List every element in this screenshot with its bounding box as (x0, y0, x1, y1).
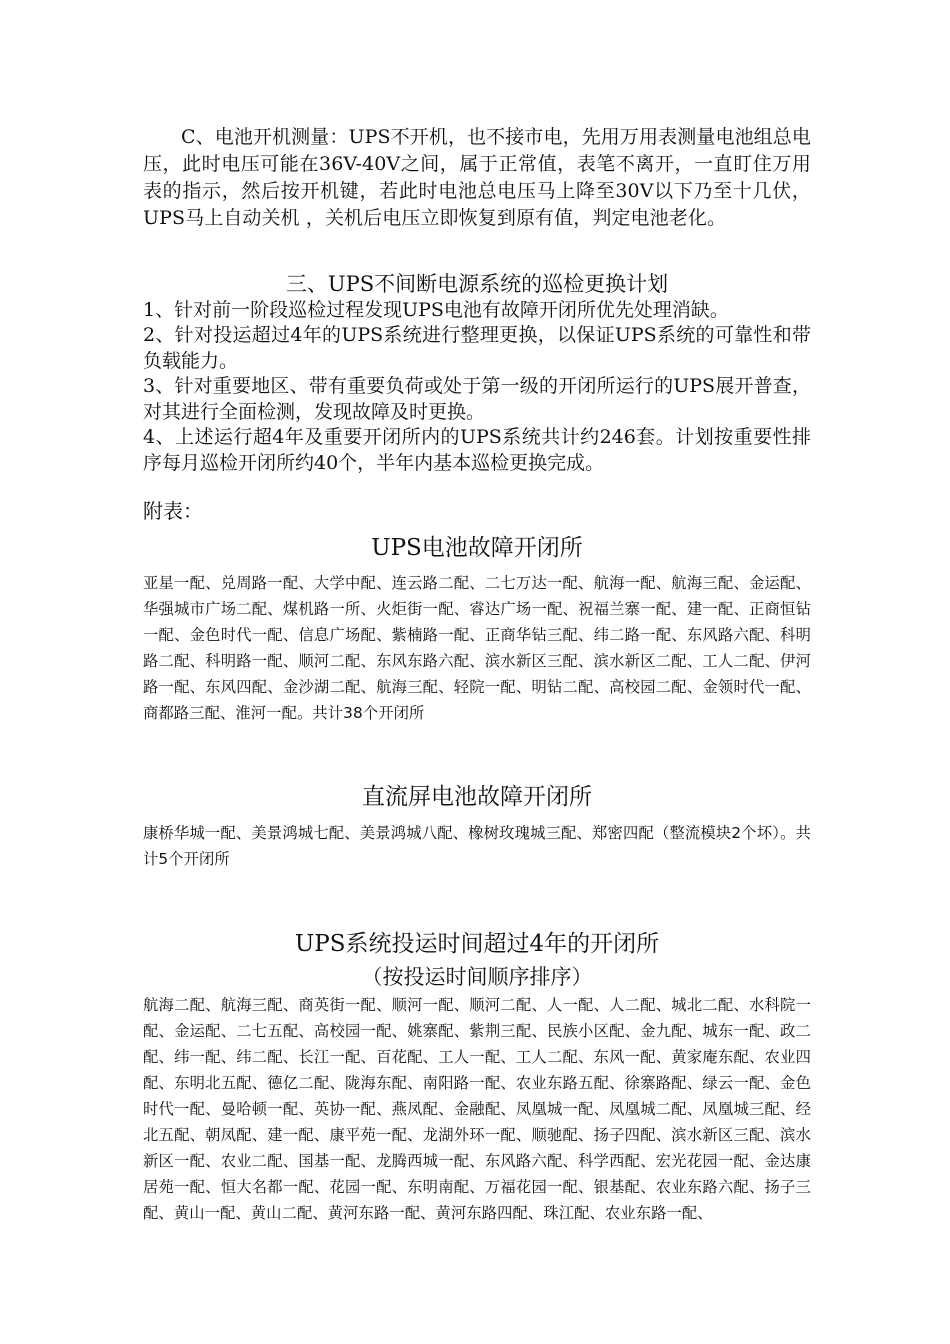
plan-item-3: 3、针对重要地区、带有重要负荷或处于第一级的开闭所运行的UPS展开普查，对其进行全面检测，发现故障及时更换。 (143, 375, 811, 423)
section-c-paragraph: C、电池开机测量：UPS不开机，也不接市电，先用万用表测量电池组总电压，此时电压可能在36V-40V之间，属于正常值，表笔不离开，一直盯住万用表的指示，然后按开机键，若此时电池总电压马上降至30V以下乃至十几伏，UPS马上自动关机 ，关机后电压立即恢复到原有值，判定电池老化。 (143, 126, 811, 229)
plan-item-1: 1、针对前一阶段巡检过程发现UPS电池有故障开闭所优先处理消缺。 (143, 299, 729, 321)
over-four-years-list: 航海二配、航海三配、商英街一配、顺河一配、顺河二配、人一配、人二配、城北二配、水科院一配、金运配、二七五配、高校园一配、姚寨配、紫荆三配、民族小区配、金九配、城东一配、政二配、纬一配、纬二配、长江一配、百花配、工人一配、工人二配、东风一配、黄家庵东配、农业四配、东明北五配、德亿二配、陇海东配、南阳路一配、农业东路五配、徐寨路配、绿云一配、金色时代一配、曼哈顿一配、英协一配、燕凤配、金融配、凤凰城一配、凤凰城二配、凤凰城三配、经北五配、朝凤配、建一配、康平苑一配、龙湖外环一配、顺驰配、扬子四配、滨水新区三配、滨水新区一配、农业二配、国基一配、龙腾西城一配、东风路六配、科学西配、宏光花园一配、金达康居苑一配、恒大名都一配、花园一配、东明南配、万福花园一配、银基配、农业东路六配、扬子三配、黄山一配、黄山二配、黄河东路一配、黄河东路四配、珠江配、农业东路一配、 (143, 996, 811, 1222)
over-four-years-title: UPS系统投运时间超过4年的开闭所 (294, 931, 660, 957)
over-four-years-subtitle: （按投运时间顺序排序） (361, 965, 593, 989)
appendix-label: 附表： (143, 499, 203, 523)
ups-fault-list: 亚星一配、兑周路一配、大学中配、连云路二配、二七万达一配、航海一配、航海三配、金运配、华强城市广场二配、煤机路一所、火炬街一配、睿达广场一配、祝福兰寨一配、建一配、正商恒钻一配、金色时代一配、信息广场配、紫楠路一配、正商华钻三配、纬二路一配、东风路六配、科明路二配、科明路一配、顺河二配、东风东路六配、滨水新区三配、滨水新区二配、工人二配、伊河路一配、东风四配、金沙湖二配、航海三配、轻院一配、明钻二配、高校园二配、金领时代一配、商都路三配、淮河一配。共计38个开闭所 (143, 574, 811, 722)
dc-fault-list: 康桥华城一配、美景鸿城七配、美景鸿城八配、橡树玫瑰城三配、郑密四配（整流模块2个坏）。共计5个开闭所 (143, 824, 811, 868)
plan-item-2: 2、针对投运超过4年的UPS系统进行整理更换，以保证UPS系统的可靠性和带负载能力。 (143, 324, 811, 372)
section-three-heading: 三、UPS不间断电源系统的巡检更换计划 (285, 272, 669, 296)
ups-fault-title: UPS电池故障开闭所 (371, 535, 583, 561)
plan-item-4: 4、上述运行超4年及重要开闭所内的UPS系统共计约246套。计划按重要性排序每月巡检开闭所约40个，半年内基本巡检更换完成。 (143, 426, 811, 474)
dc-fault-title: 直流屏电池故障开闭所 (362, 784, 592, 810)
